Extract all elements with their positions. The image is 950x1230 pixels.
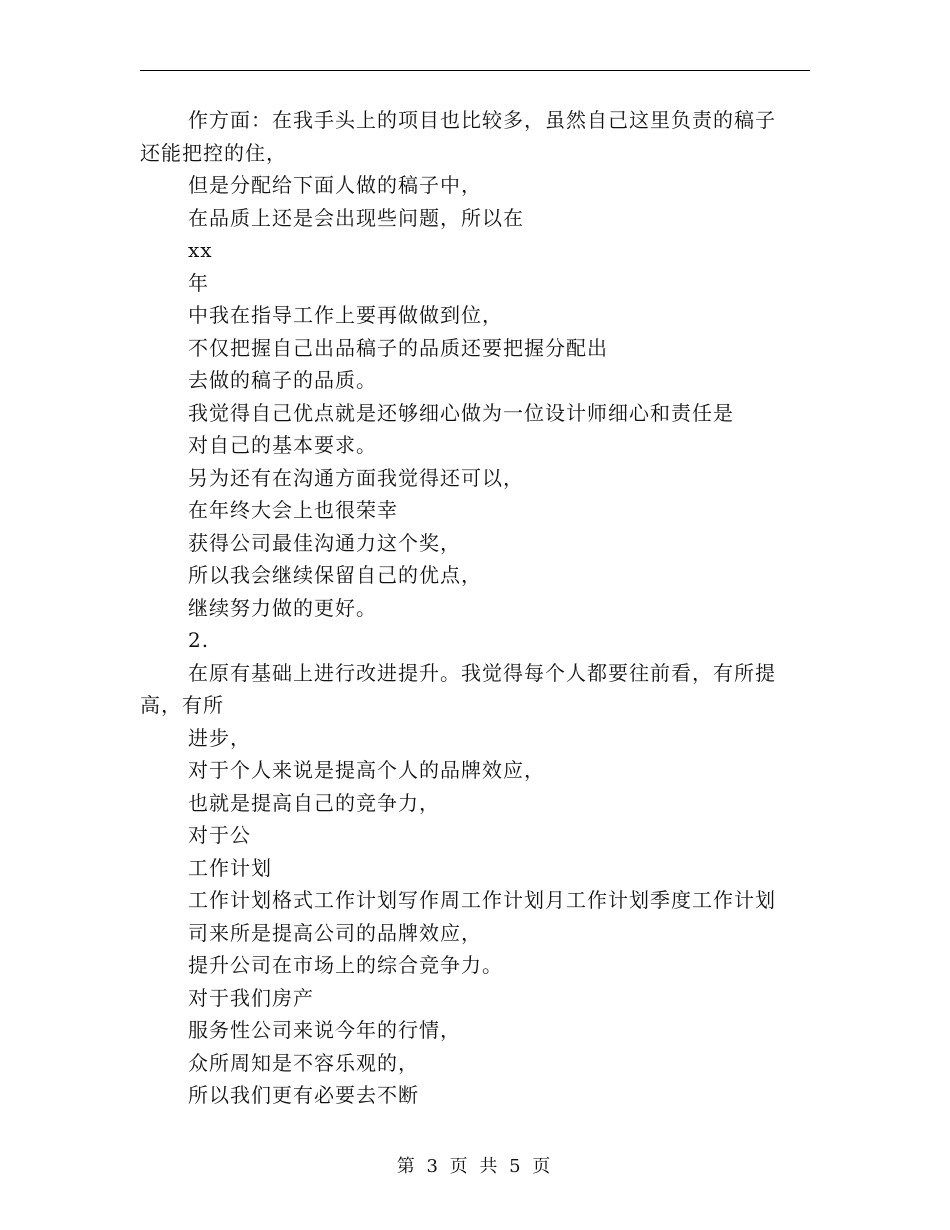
text-line: 众所周知是不容乐观的， [188, 1050, 419, 1075]
text-line: 但是分配给下面人做的稿子中， [188, 173, 482, 197]
text-line: 中我在指导工作上要再做做到位， [188, 303, 503, 327]
text-line: 作方面：在我手头上的项目也比较多，虽然自己这里负责的稿子 [188, 108, 776, 132]
text-line: 去做的稿子的品质。 [188, 368, 377, 392]
text-line: 还能把控的住， [140, 140, 287, 165]
text-line: 对于我们房产 [188, 985, 314, 1010]
text-line: 对于个人来说是提高个人的品牌效应， [188, 758, 545, 782]
document-body [140, 104, 810, 1112]
text-line: 提升公司在市场上的综合竞争力。 [188, 953, 503, 977]
text-line: 在原有基础上进行改进提升。我觉得每个人都要往前看，有所提 [188, 660, 776, 685]
text-line: 在年终大会上也很荣幸 [188, 498, 398, 522]
text-line: 获得公司最佳沟通力这个奖， [188, 530, 461, 555]
text-line: 工作计划 [188, 855, 272, 880]
text-line: 所以我会继续保留自己的优点， [188, 563, 482, 587]
text-line: 继续努力做的更好。 [188, 595, 377, 620]
text-line: 服务性公司来说今年的行情， [188, 1018, 461, 1042]
text-line: 司来所是提高公司的品牌效应， [188, 920, 482, 945]
text-line: 对于公 [188, 823, 251, 847]
text-line: 另为还有在沟通方面我觉得还可以， [188, 465, 524, 490]
text-line: 不仅把握自己出品稿子的品质还要把握分配出 [188, 335, 608, 360]
header-rule [140, 70, 810, 71]
text-line: xx [188, 238, 213, 262]
text-line: 我觉得自己优点就是还够细心做为一位设计师细心和责任是 [188, 400, 734, 425]
text-line: 进步， [188, 725, 251, 750]
text-line: 年 [188, 270, 209, 295]
text-line: 2. [188, 628, 210, 652]
text-line: 在品质上还是会出现些问题，所以在 [188, 205, 524, 230]
text-line: 所以我们更有必要去不断 [188, 1083, 419, 1107]
text-line: 对自己的基本要求。 [188, 433, 377, 457]
text-line: 高，有所 [140, 693, 224, 717]
text-line: 工作计划格式工作计划写作周工作计划月工作计划季度工作计划 [188, 888, 776, 912]
text-line: 也就是提高自己的竞争力， [188, 790, 440, 815]
page-number: 第 3 页 共 5 页 [396, 1156, 554, 1177]
